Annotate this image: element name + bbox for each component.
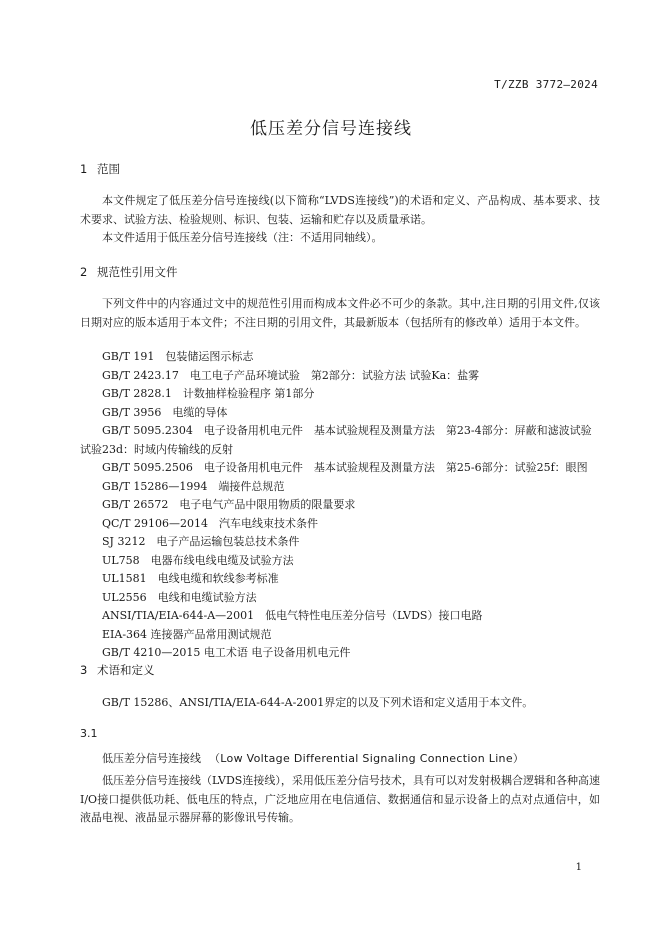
- normative-intro: 下列文件中的内容通过文中的规范性引用而构成本文件必不可少的条款。其中,注日期的引用文件,仅该日期对应的版本适用于本文件；不注日期的引用文件，其最新版本（包括所有的修改单）适用于本文件。: [80, 297, 600, 329]
- reference-item: GB/T 2423.17 电工电子产品环境试验 第2部分：试验方法 试验Ka：盐雾: [102, 368, 480, 382]
- reference-item: EIA-364 连接器产品常用测试规范: [102, 627, 272, 641]
- reference-item: GB/T 26572 电子电气产品中限用物质的限量要求: [102, 498, 356, 511]
- term-heading: [102, 750, 524, 766]
- scope-paragraph-2: 本文件适用于低压差分信号连接线（注：不适用同轴线）。: [102, 231, 383, 244]
- reference-item: UL2556 电线和电缆试验方法: [102, 590, 257, 604]
- section-heading-scope: [80, 161, 120, 177]
- section-title: 范围: [97, 162, 120, 176]
- term-english: （Low Voltage Differential Signaling Connection Line）: [209, 752, 525, 765]
- reference-item: QC/T 29106—2014 汽车电线束技术条件: [102, 516, 318, 530]
- reference-item: GB/T 5095.2304 电子设备用机电元件 基本试验规程及测量方法 第23-4部分：屏蔽和滤波试验 试验23d：时域内传输线的反射: [80, 424, 592, 456]
- reference-item: GB/T 4210—2015 电工术语 电子设备用机电元件: [102, 646, 351, 659]
- document-code: T/ZZB 3772—2024: [494, 78, 598, 91]
- reference-item: GB/T 2828.1 计数抽样检验程序 第1部分: [102, 387, 315, 400]
- reference-item: UL1581 电线电缆和软线参考标准: [102, 572, 279, 585]
- page-number: 1: [575, 862, 582, 873]
- section-title: 术语和定义: [97, 663, 155, 677]
- term-chinese: 低压差分信号连接线: [102, 752, 201, 765]
- reference-item: GB/T 15286—1994 端接件总规范: [102, 479, 285, 493]
- section-heading-normative: [80, 264, 178, 280]
- reference-item: GB/T 5095.2506 电子设备用机电元件 基本试验规程及测量方法 第25-6部分：试验25f：眼图: [102, 461, 588, 474]
- reference-item: GB/T 191 包装储运图示标志: [102, 350, 254, 363]
- section-number: 3: [80, 663, 88, 677]
- section-number: 1: [80, 162, 88, 176]
- term-definition: 低压差分信号连接线（LVDS连接线），采用低压差分信号技术，具有可以对发射极耦合逻辑和各种高速I/O接口提供低功耗、低电压的特点，广泛地应用在电信通信、数据通信和显示设备上的点对点通信中，如液晶电视、液晶显示器屏幕的影像讯号传输。: [80, 774, 600, 824]
- reference-item: ANSI/TIA/EIA-644-A—2001 低电气特性电压差分信号（LVDS）接口电路: [102, 609, 483, 622]
- document-title: 低压差分信号连接线: [250, 119, 412, 139]
- reference-item: UL758 电器布线电线电缆及试验方法: [102, 553, 294, 567]
- section-heading-terms: [80, 662, 155, 678]
- reference-list: [80, 348, 600, 663]
- section-number: 2: [80, 265, 88, 279]
- reference-item: SJ 3212 电子产品运输包装总技术条件: [102, 535, 300, 548]
- reference-item: GB/T 3956 电缆的导体: [102, 405, 228, 419]
- section-title: 规范性引用文件: [97, 265, 178, 279]
- term-number: 3.1: [80, 727, 98, 740]
- scope-paragraph-1: 本文件规定了低压差分信号连接线(以下简称“LVDS连接线”)的术语和定义、产品构成、基本要求、技术要求、试验方法、检验规则、标识、包装、运输和贮存以及质量承诺。: [80, 194, 600, 226]
- terms-intro: GB/T 15286、ANSI/TIA/EIA-644-A-2001界定的以及下列术语和定义适用于本文件。: [102, 696, 534, 709]
